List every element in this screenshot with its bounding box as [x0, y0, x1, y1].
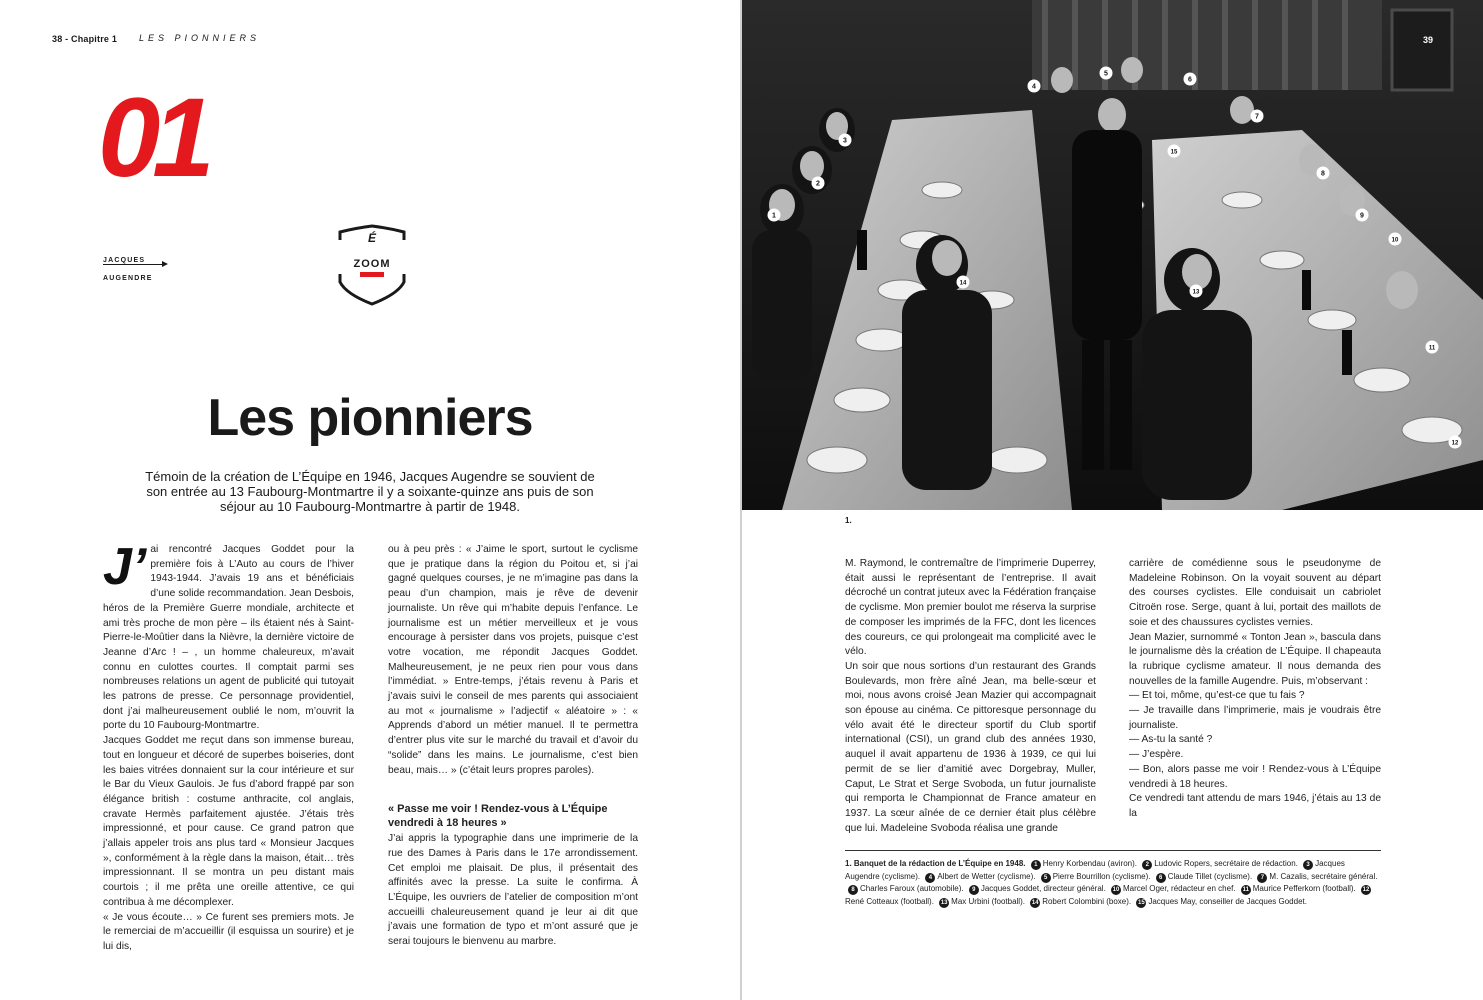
photo-marker-15 [1168, 145, 1181, 158]
dialogue-line: — Et toi, môme, qu’est-ce que tu fais ? [1129, 690, 1305, 702]
caption-number-badge: 1 [1031, 860, 1041, 870]
photo-marker-14 [957, 276, 970, 289]
body-column-1 [103, 538, 354, 955]
photo-marker-label: 9 [1360, 212, 1364, 220]
article-standfirst: Témoin de la création de L’Équipe en 1946, Jacques Augendre se souvient de son entrée au 13 Faubourg-Montmartre il y a soixante-quinze ans puis de son séjour au 10 Faubourg-Montmartre à partir de 1948. [145, 469, 595, 514]
caption-person: Maurice Pefferkorn (football). [1252, 884, 1358, 893]
zoom-logo-letter: É [367, 231, 377, 245]
photo-marker-label: 12 [1451, 440, 1459, 447]
caption-number-badge: 3 [1303, 860, 1313, 870]
caption-number-badge: 9 [969, 885, 979, 895]
photo-marker-label: 2 [816, 180, 820, 188]
paragraph: Un soir que nous sortions d’un restaurant des Grands Boulevards, mon frère aîné Jean, ma belle-sœur et moi, nous avons croisé Jean Mazier qui accompagnait son épouse au cinéma. Ce pittoresque personnage du vélo avait été le directeur sportif du Club sportif international (CSI), un grand club des années 1930, auquel il avait appartenu de 1936 à 1939, ce qui lui permit de se lier d’amitié avec Dorgebray, Muller, Caput, Le Strat et Serge Svoboda, un futur journaliste qui remporta le Championnat de France amateur en 1937. La sœur aînée de ce dernier était plus célèbre que lui. Madeleine Svoboda réalisa une grande [845, 660, 1096, 834]
zoom-badge-icon [336, 218, 408, 310]
caption-person: Jacques Augendre (cyclisme). [845, 859, 1345, 881]
photo-marker-label: 11 [1428, 345, 1436, 352]
photo-marker-9 [1356, 209, 1369, 222]
dialogue-line: — Je travaille dans l’imprimerie, mais je voudrais être journaliste. [1129, 705, 1381, 731]
running-head-section: LES PIONNIERS [139, 33, 261, 43]
caption-number-badge: 15 [1138, 899, 1145, 906]
photo-marker-label: 13 [1192, 289, 1200, 296]
caption-intro: 1. Banquet de la rédaction de L’Équipe en 1948. [845, 859, 1026, 868]
author-first-name: JACQUES [103, 257, 146, 264]
dialogue-line: — Bon, alors passe me voir ! Rendez-vous à L’Équipe vendredi à 18 heures. [1129, 763, 1381, 790]
caption-number-badge: 11 [1242, 887, 1249, 893]
caption-person: Robert Colombini (boxe). [1042, 896, 1134, 906]
dialogue-line: — J’espère. [1129, 749, 1184, 761]
chapter-number: 01 [98, 75, 207, 200]
caption-rule [845, 850, 1381, 851]
photo-marker-label: 1 [772, 212, 776, 220]
photo-marker-3 [839, 134, 852, 147]
caption-number-badge: 14 [1031, 899, 1039, 906]
photo-marker-label: 10 [1391, 237, 1399, 244]
paragraph: M. Raymond, le contremaître de l’imprimerie Duperrey, était aussi le représentant de l’entreprise. Il avait décroché un contrat juteux avec la Fédération française de cyclisme. Mon premier boulot me réserva la surprise de composer les imprimés de la FFC, dont les licences des coureurs, ce qui prolongeait ma complicité avec le vélo. [845, 558, 1096, 658]
photo-marker-4 [1028, 80, 1041, 93]
author-arrow-icon [103, 264, 163, 265]
caption-number-badge: 8 [848, 885, 858, 895]
caption-person: Claude Tillet (cyclisme). [1167, 871, 1255, 881]
photo-marker-6 [1184, 73, 1197, 86]
caption-person: Jacques May, conseiller de Jacques Goddet. [1148, 896, 1307, 906]
photo-marker-2 [812, 177, 825, 190]
photo-marker-label: 5 [1104, 70, 1108, 78]
photo-marker-label: 14 [959, 280, 967, 287]
photo-marker-12 [1449, 436, 1462, 449]
intertitle: « Passe me voir ! Rendez-vous à L’Équipe vendredi à 18 heures » [388, 803, 608, 830]
left-page [0, 0, 740, 1000]
paragraph: carrière de comédienne sous le pseudonyme de Madeleine Robinson. On la voyait souvent au départ des courses cyclistes. Elle conduisait un cabriolet Citroën rose. Serge, quant à lui, portait des maillots de soie et des chaussures cyclistes vernies. [1129, 558, 1381, 628]
caption-number-badge: 12 [1362, 887, 1370, 893]
caption-person: Charles Faroux (automobile). [860, 884, 966, 893]
paragraph: ou à peu près : « J’aime le sport, surtout le cyclisme que je pratique dans la région du Poitou et, si j’ai gagné quelques courses, je ne m’imagine pas dans la peau d’un champion, mais je rêve de devenir journaliste. Un rêve qui m’habite depuis l’enfance. Le journalisme est un métier merveilleux et je vous encourage à persister dans vos projets, puisque c’est votre vocation, me répondit Jacques Goddet. Malheureusement, je ne peux rien pour vous dans l’immédiat. » Entre-temps, j’étais revenu à Paris et j’avais suivi le conseil de mes parents qui associaient au mot « journalisme » l’adjectif « aléatoire » : « Apprends d’abord un métier manuel. Il te permettra d’entrer plus vite sur le marché du travail et d’avoir du “solide” dans les mains. Le journalisme, c’est bien beau, mais… » (c’était leurs propres paroles). [388, 544, 638, 776]
caption-number-badge: 10 [1112, 887, 1120, 893]
banquet-photo [742, 0, 1483, 510]
author-last-name: AUGENDRE [103, 275, 153, 282]
body-column-3 [845, 557, 1096, 836]
photo-marker-label: 4 [1032, 83, 1036, 91]
photo-marker-label: 7 [1255, 113, 1259, 121]
paragraph: « Je vous écoute… » Ce furent ses premiers mots. Je le remerciai de m’accueillir (il esquissa un sourire) et je lui dis, [103, 911, 354, 952]
paragraph: Ce vendredi tant attendu de mars 1946, j’étais au 13 de la [1129, 793, 1381, 819]
photo-marker-1 [768, 209, 781, 222]
dialogue-line: — As-tu la santé ? [1129, 734, 1213, 746]
photo-marker-11 [1426, 341, 1439, 354]
folio-left: 38 - Chapitre 1 [52, 34, 118, 44]
caption-number-badge: 4 [925, 873, 935, 883]
photo-marker-label: 3 [843, 137, 847, 145]
photo-marker-label: 15 [1170, 149, 1178, 156]
caption-number-badge: 2 [1142, 860, 1152, 870]
body-column-4 [1129, 557, 1381, 822]
caption-number-badge: 7 [1257, 873, 1267, 883]
photo-marker-10 [1389, 233, 1402, 246]
caption-person: Jacques Goddet, directeur général. [980, 884, 1109, 893]
caption-number-badge: 5 [1041, 873, 1051, 883]
caption-person: Marcel Oger, rédacteur en chef. [1123, 884, 1238, 893]
zoom-label: ZOOM [353, 258, 391, 270]
article-headline: Les pionniers [207, 389, 533, 447]
caption-number-badge: 13 [940, 899, 948, 906]
photo-marker-7 [1251, 110, 1264, 123]
paragraph: Jean Mazier, surnommé « Tonton Jean », bascula dans le journalisme dès la création de L’Équipe. Il chapeauta la rubrique cyclisme amateur. Il nous demanda des nouvelles de la famille Augendre. Puis, m’observant : [1129, 631, 1381, 687]
caption-person: Ludovic Ropers, secrétaire de rédaction. [1154, 859, 1301, 868]
photo-marker-5 [1100, 67, 1113, 80]
caption-person: M. Cazalis, secrétaire général. [1269, 871, 1378, 881]
folio-right: 39 [1422, 35, 1433, 45]
photo-marker-8 [1317, 167, 1330, 180]
photo-number: 1. [845, 516, 852, 525]
body-column-2 [388, 543, 638, 950]
paragraph: ai rencontré Jacques Goddet pour la première fois à L’Auto au cours de l’hiver 1943-1944. J’avais 19 ans et bénéficiais d’une solide recommandation. Jean Desbois, héros de la Première Guerre mondiale, architecte et ami très proche de mon père – ils étaient nés à Saint-Pierre-le-Moûtier dans la Nièvre, la dernière victoire de Jeanne d’Arc ! – , un homme chaleureux, m’avait connu en culottes courtes. Il comptait parmi ses nombreuses relations un agent de publicité qui tutoyait les patrons de presse. Ce personnage providentiel, dont j’ai malheureusement oublié le nom, m’ouvrit la porte du 10 Faubourg-Montmartre. [103, 544, 354, 732]
author-tag [103, 252, 153, 288]
caption-person: Pierre Bourrillon (cyclisme). [1052, 871, 1153, 881]
caption-number-badge: 6 [1156, 873, 1166, 883]
photo-marker-13 [1190, 285, 1203, 298]
photo-caption [845, 858, 1381, 908]
photo-marker-label: 8 [1321, 170, 1325, 178]
caption-person: Max Urbini (football). [951, 896, 1028, 906]
caption-person: René Cotteaux (football). [845, 896, 937, 906]
caption-person: Henry Korbendau (aviron). [1042, 859, 1140, 868]
paragraph: J’ai appris la typographie dans une imprimerie de la rue des Dames à Paris dans le 17e arrondissement. Cet emploi me plaisait. De plus, il présentait des affinités avec la presse. La suite le confirma. À L’Équipe, les ouvriers de l’atelier de composition m’ont accueilli chaleureusement quand je leur ai dit que j’avais une formation de typo et m’ont assuré que je serai toujours le bienvenu au marbre. [388, 833, 638, 948]
caption-person: Albert de Wetter (cyclisme). [937, 871, 1038, 881]
drop-cap: J’ [103, 538, 147, 596]
paragraph: Jacques Goddet me reçut dans son immense bureau, tout en longueur et décoré de superbes boiseries, dont les baies vitrées donnaient sur la cour intérieure et sur le Bar du Vieux Gaulois. Je fus d’abord frappé par son élégance british : costume anthracite, col anglais, cravate Hermès parfaitement ajustée. J’étais très impressionné, et pour cause. Ce grand patron que j’allais appeler trois ans plus tard « Monsieur Jacques », conformément à la règle dans la maison, était… très impressionnant. Il se montra un peu distant mais courtois ; il me prêta une oreille attentive, ce qui contribua à me décomplexer. [103, 735, 354, 908]
photo-marker-label: 6 [1188, 76, 1192, 84]
